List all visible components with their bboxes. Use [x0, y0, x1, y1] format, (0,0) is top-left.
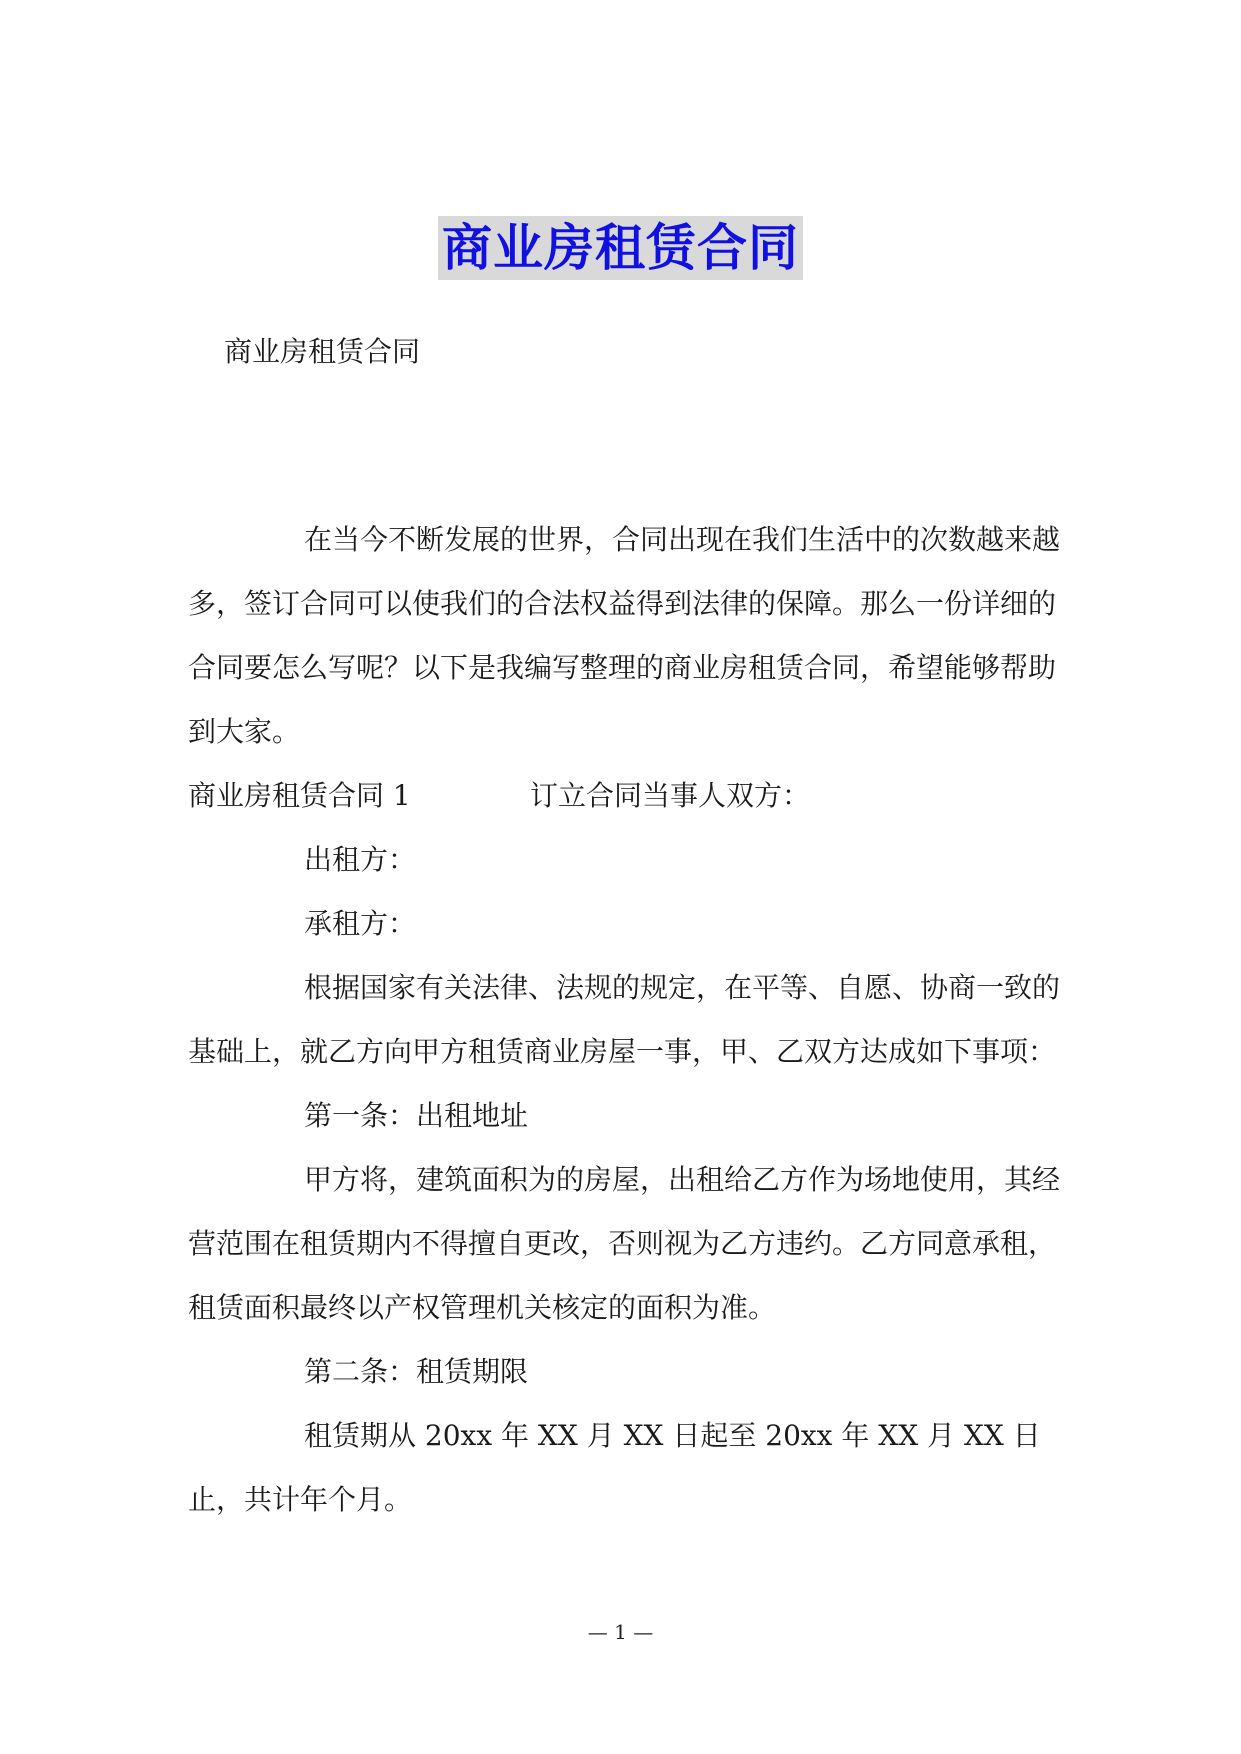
contract-label: 商业房租赁合同 1 [188, 779, 411, 812]
title-area [0, 216, 1241, 280]
article2-body: 租赁期从 20xx 年 XX 月 XX 日起至 20xx 年 XX 月 XX 日止，共计年个月。 [188, 1419, 1041, 1516]
contract-header-row [188, 764, 1068, 828]
parties-heading: 订立合同当事人双方： [530, 779, 811, 812]
intro-paragraph: 在当今不断发展的世界，合同出现在我们生活中的次数越来越多，签订合同可以使我们的合法权益得到法律的保障。那么一份详细的合同要怎么写呢？以下是我编写整理的商业房租赁合同，希望能够帮助到大家。 [188, 523, 1061, 748]
document-title: 商业房租赁合同 [438, 216, 803, 280]
basis-paragraph: 根据国家有关法律、法规的规定，在平等、自愿、协商一致的基础上，就乙方向甲方租赁商业房屋一事，甲、乙双方达成如下事项： [188, 971, 1061, 1068]
article1-body: 甲方将，建筑面积为的房屋，出租给乙方作为场地使用，其经营范围在租赁期内不得擅自更改，否则视为乙方违约。乙方同意承租，租赁面积最终以产权管理机关核定的面积为准。 [188, 1163, 1061, 1324]
article1-title: 第一条：出租地址 [304, 1099, 529, 1132]
lessor-line: 出租方： [304, 843, 417, 876]
spacer [188, 384, 1068, 508]
page-number: — 1 — [587, 1620, 654, 1644]
document-subtitle: 商业房租赁合同 [224, 335, 421, 368]
lessee-line: 承租方： [304, 907, 417, 940]
document-body [188, 320, 1068, 1532]
article2-title: 第二条：租赁期限 [304, 1355, 529, 1388]
